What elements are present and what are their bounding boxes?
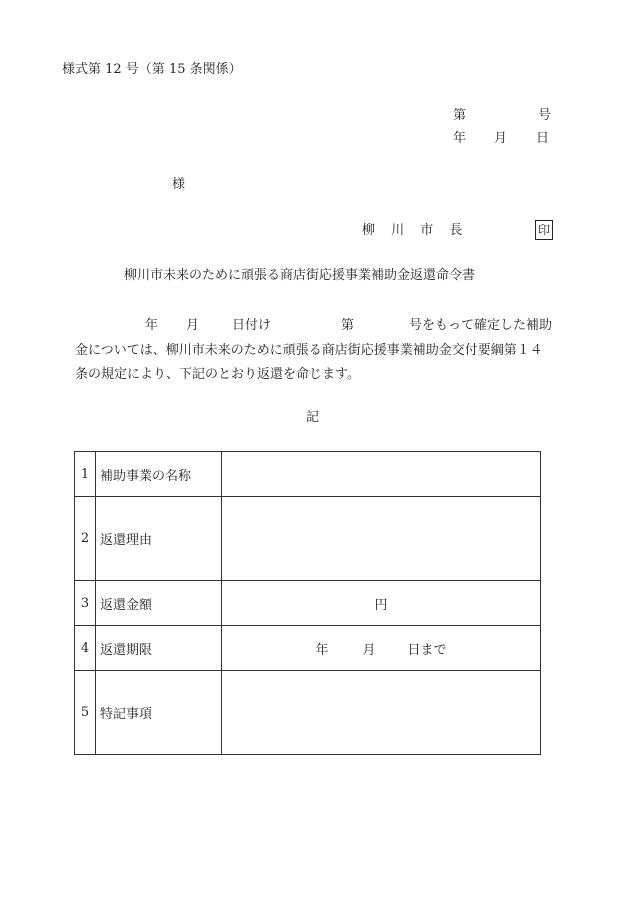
- row-number: 5: [75, 671, 96, 755]
- row-number: 2: [75, 497, 96, 581]
- row-number: 1: [75, 452, 96, 497]
- deadline-year: 年: [315, 642, 329, 658]
- table-row: [75, 452, 541, 497]
- doc-date-month: 月: [494, 131, 508, 146]
- body-year: 年: [145, 318, 159, 333]
- body-dated: 日付け: [232, 318, 272, 333]
- table-row: [75, 626, 541, 671]
- ki-heading: 記: [306, 410, 320, 425]
- doc-date-day: 日: [536, 131, 550, 146]
- row-value: [222, 671, 541, 755]
- deadline-month: 月: [362, 642, 376, 658]
- row-number: 3: [75, 581, 96, 626]
- row-label: 返還期限: [96, 626, 222, 671]
- row-number: 4: [75, 626, 96, 671]
- document-title: 柳川市未来のために頑張る商店街応援事業補助金返還命令書: [124, 268, 476, 283]
- row-label: 返還理由: [96, 497, 222, 581]
- doc-number-suffix: 号: [538, 108, 552, 123]
- table-row: [75, 581, 541, 626]
- row-value: [222, 626, 541, 671]
- doc-number-label: 第: [453, 108, 467, 123]
- row-label: 返還金額: [96, 581, 222, 626]
- body-month: 月: [186, 318, 200, 333]
- items-table: [74, 451, 541, 755]
- body-gou-text: 号をもって確定した補助: [409, 318, 553, 333]
- body-dai: 第: [341, 318, 355, 333]
- row-value: [222, 497, 541, 581]
- row-value: 円: [222, 581, 541, 626]
- seal-mark: 印: [535, 220, 553, 240]
- issuer-name: 柳 川 市 長: [362, 223, 469, 238]
- addressee-suffix: 様: [172, 177, 186, 192]
- form-number: 様式第 12 号（第 15 条関係）: [62, 62, 242, 77]
- body-line-3: 条の規定により、下記のとおり返還を命じます。: [75, 367, 360, 382]
- table-row: [75, 497, 541, 581]
- row-value: [222, 452, 541, 497]
- row-label: 特記事項: [96, 671, 222, 755]
- row-label: 補助事業の名称: [96, 452, 222, 497]
- deadline-until: 日まで: [407, 642, 447, 658]
- body-line-2: 金については、柳川市未来のために頑張る商店街応援事業補助金交付要綱第１４: [75, 343, 543, 358]
- table-row: [75, 671, 541, 755]
- doc-date-year: 年: [453, 131, 467, 146]
